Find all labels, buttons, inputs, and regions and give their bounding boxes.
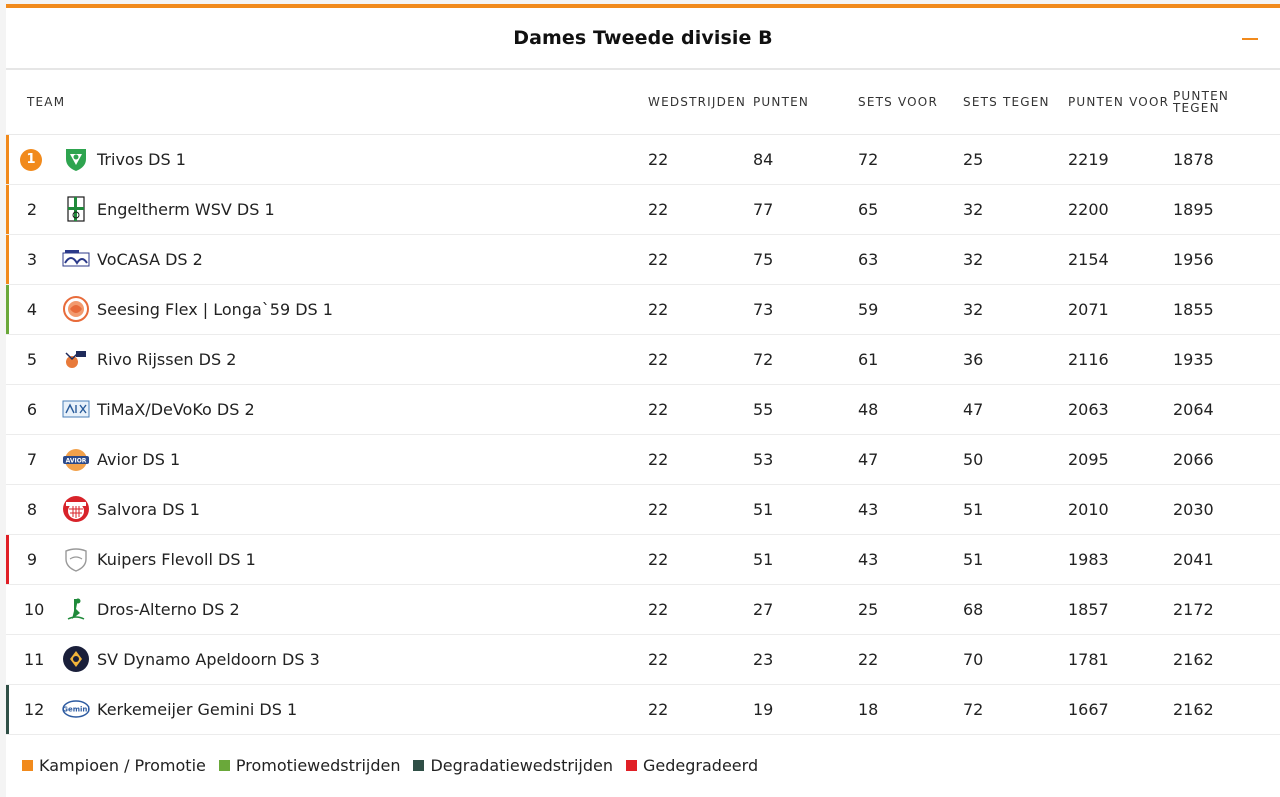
position-number: 7 (26, 449, 38, 469)
legend (22, 756, 771, 775)
col-header-punten-tegen: PUNTEN TEGEN (1173, 70, 1280, 134)
sets-voor-cell: 63 (858, 234, 963, 284)
punten-cell: 51 (753, 534, 858, 584)
wedstrijden-cell: 22 (648, 384, 753, 434)
sets-voor-cell: 43 (858, 484, 963, 534)
table-row[interactable] (6, 234, 1280, 284)
svg-text:Gemini: Gemini (62, 705, 90, 714)
position-badge: 1 (20, 149, 42, 171)
sets-tegen-cell: 50 (963, 434, 1068, 484)
punten-tegen-cell: 2172 (1173, 584, 1280, 634)
position-cell (6, 584, 62, 634)
table-row[interactable] (6, 134, 1280, 184)
sets-tegen-cell: 32 (963, 234, 1068, 284)
team-cell[interactable] (62, 184, 648, 234)
team-cell[interactable] (62, 634, 648, 684)
punten-cell: 53 (753, 434, 858, 484)
punten-cell: 75 (753, 234, 858, 284)
team-cell[interactable] (62, 434, 648, 484)
rivo-logo-icon (62, 345, 90, 373)
punten-voor-cell: 2219 (1068, 134, 1173, 184)
legend-swatch (22, 760, 33, 771)
wedstrijden-cell: 22 (648, 284, 753, 334)
team-name[interactable]: Trivos DS 1 (97, 149, 186, 169)
engeltherm-logo-icon (62, 195, 90, 223)
punten-tegen-cell: 2064 (1173, 384, 1280, 434)
team-name[interactable]: Seesing Flex | Longa`59 DS 1 (97, 299, 333, 319)
svg-text:AVIOR: AVIOR (65, 457, 87, 465)
punten-tegen-cell: 1956 (1173, 234, 1280, 284)
legend-item (413, 756, 613, 775)
sets-voor-cell: 43 (858, 534, 963, 584)
sets-voor-cell: 22 (858, 634, 963, 684)
standings-panel (6, 4, 1280, 797)
team-name[interactable]: Kerkemeijer Gemini DS 1 (97, 699, 298, 719)
punten-voor-cell: 1781 (1068, 634, 1173, 684)
sets-tegen-cell: 25 (963, 134, 1068, 184)
legend-label: Gedegradeerd (643, 756, 759, 775)
standings-table (6, 70, 1280, 735)
wedstrijden-cell: 22 (648, 234, 753, 284)
punten-voor-cell: 2116 (1068, 334, 1173, 384)
team-name[interactable]: Engeltherm WSV DS 1 (97, 199, 275, 219)
punten-tegen-cell: 1895 (1173, 184, 1280, 234)
sets-tegen-cell: 51 (963, 534, 1068, 584)
punten-cell: 19 (753, 684, 858, 734)
team-cell[interactable] (62, 484, 648, 534)
position-number: 3 (26, 249, 38, 269)
sets-voor-cell: 72 (858, 134, 963, 184)
longa-logo-icon (62, 295, 90, 323)
punten-voor-cell: 2095 (1068, 434, 1173, 484)
legend-label: Degradatiewedstrijden (430, 756, 614, 775)
wedstrijden-cell: 22 (648, 184, 753, 234)
position-cell (6, 184, 62, 234)
sets-voor-cell: 65 (858, 184, 963, 234)
sets-tegen-cell: 68 (963, 584, 1068, 634)
wedstrijden-cell: 22 (648, 634, 753, 684)
dynamo-logo-icon (62, 645, 90, 673)
punten-tegen-cell: 2030 (1173, 484, 1280, 534)
col-header-punten-voor: PUNTEN VOOR (1068, 70, 1173, 134)
punten-voor-cell: 2010 (1068, 484, 1173, 534)
legend-swatch (413, 760, 424, 771)
table-row[interactable] (6, 384, 1280, 434)
team-cell[interactable] (62, 284, 648, 334)
status-bar (6, 135, 9, 184)
shield-logo-icon (62, 545, 90, 573)
punten-voor-cell: 1983 (1068, 534, 1173, 584)
punten-cell: 55 (753, 384, 858, 434)
punten-cell: 27 (753, 584, 858, 634)
team-name[interactable]: SV Dynamo Apeldoorn DS 3 (97, 649, 320, 669)
punten-cell: 77 (753, 184, 858, 234)
position-number: 11 (24, 649, 45, 669)
team-cell[interactable] (62, 584, 648, 634)
col-header-punten: PUNTEN (753, 70, 858, 134)
punten-cell: 73 (753, 284, 858, 334)
position-number: 9 (26, 549, 38, 569)
position-number: 12 (24, 699, 45, 719)
legend-label: Kampioen / Promotie (39, 756, 206, 775)
position-cell (6, 284, 62, 334)
timax-logo-icon (62, 395, 90, 423)
position-number: 5 (26, 349, 38, 369)
team-name[interactable]: TiMaX/DeVoKo DS 2 (97, 399, 255, 419)
team-name[interactable]: Kuipers Flevoll DS 1 (97, 549, 256, 569)
team-name[interactable]: Salvora DS 1 (97, 499, 200, 519)
sets-tegen-cell: 51 (963, 484, 1068, 534)
team-name[interactable]: Rivo Rijssen DS 2 (97, 349, 237, 369)
sets-voor-cell: 59 (858, 284, 963, 334)
punten-voor-cell: 1667 (1068, 684, 1173, 734)
legend-label: Promotiewedstrijden (235, 756, 401, 775)
position-cell (6, 434, 62, 484)
punten-tegen-cell: 1935 (1173, 334, 1280, 384)
avior-logo-icon (62, 445, 90, 473)
vocasa-logo-icon (62, 245, 90, 273)
team-name[interactable]: Avior DS 1 (97, 449, 181, 469)
team-cell[interactable] (62, 384, 648, 434)
panel-title: Dames Tweede divisie B (513, 27, 773, 49)
table-row[interactable] (6, 284, 1280, 334)
panel-header[interactable] (6, 8, 1280, 70)
table-row[interactable] (6, 634, 1280, 684)
table-row[interactable] (6, 684, 1280, 734)
legend-item (219, 756, 401, 775)
legend-item (626, 756, 758, 775)
punten-cell: 72 (753, 334, 858, 384)
wedstrijden-cell: 22 (648, 134, 753, 184)
position-number: 6 (26, 399, 38, 419)
punten-tegen-cell: 2162 (1173, 634, 1280, 684)
position-cell (6, 634, 62, 684)
table-row[interactable] (6, 484, 1280, 534)
sets-voor-cell: 18 (858, 684, 963, 734)
position-number: 2 (26, 199, 38, 219)
team-name[interactable]: Dros-Alterno DS 2 (97, 599, 240, 619)
team-cell[interactable] (62, 534, 648, 584)
sets-voor-cell: 48 (858, 384, 963, 434)
legend-swatch (626, 760, 637, 771)
status-bar (6, 285, 9, 334)
punten-voor-cell: 1857 (1068, 584, 1173, 634)
sets-tegen-cell: 47 (963, 384, 1068, 434)
punten-voor-cell: 2063 (1068, 384, 1173, 434)
table-row[interactable] (6, 584, 1280, 634)
sets-voor-cell: 47 (858, 434, 963, 484)
status-bar (6, 235, 9, 284)
position-cell (6, 334, 62, 384)
legend-swatch (219, 760, 230, 771)
wedstrijden-cell: 22 (648, 484, 753, 534)
gemini-logo-icon (62, 695, 90, 723)
collapse-minus-icon[interactable] (1242, 38, 1258, 40)
punten-tegen-cell: 1855 (1173, 284, 1280, 334)
position-cell (6, 384, 62, 434)
position-number: 10 (24, 599, 45, 619)
col-header-team: TEAM (6, 70, 648, 134)
wedstrijden-cell: 22 (648, 584, 753, 634)
table-header-row (6, 70, 1280, 134)
team-cell[interactable] (62, 334, 648, 384)
status-bar (6, 185, 9, 234)
sets-tegen-cell: 32 (963, 284, 1068, 334)
team-name[interactable]: VoCASA DS 2 (97, 249, 203, 269)
position-cell (6, 684, 62, 734)
punten-tegen-cell: 2041 (1173, 534, 1280, 584)
sets-tegen-cell: 32 (963, 184, 1068, 234)
col-header-sets-tegen: SETS TEGEN (963, 70, 1068, 134)
sets-tegen-cell: 70 (963, 634, 1068, 684)
table-row[interactable] (6, 334, 1280, 384)
punten-cell: 23 (753, 634, 858, 684)
wedstrijden-cell: 22 (648, 334, 753, 384)
position-cell (6, 484, 62, 534)
team-cell[interactable] (62, 234, 648, 284)
punten-tegen-cell: 2162 (1173, 684, 1280, 734)
sets-voor-cell: 61 (858, 334, 963, 384)
wedstrijden-cell: 22 (648, 534, 753, 584)
sets-tegen-cell: 72 (963, 684, 1068, 734)
status-bar (6, 535, 9, 584)
position-cell (6, 134, 62, 184)
status-bar (6, 685, 9, 734)
position-number: 8 (26, 499, 38, 519)
wedstrijden-cell: 22 (648, 434, 753, 484)
salvora-logo-icon (62, 495, 90, 523)
punten-voor-cell: 2071 (1068, 284, 1173, 334)
punten-tegen-cell: 1878 (1173, 134, 1280, 184)
table-row[interactable] (6, 534, 1280, 584)
position-cell (6, 234, 62, 284)
punten-cell: 51 (753, 484, 858, 534)
col-header-wedstrijden: WEDSTRIJDEN (648, 70, 753, 134)
punten-voor-cell: 2200 (1068, 184, 1173, 234)
trivos-logo-icon (62, 145, 90, 173)
dros-logo-icon (62, 595, 90, 623)
team-cell[interactable] (62, 134, 648, 184)
punten-cell: 84 (753, 134, 858, 184)
punten-tegen-cell: 2066 (1173, 434, 1280, 484)
wedstrijden-cell: 22 (648, 684, 753, 734)
sets-tegen-cell: 36 (963, 334, 1068, 384)
table-row[interactable] (6, 434, 1280, 484)
position-cell (6, 534, 62, 584)
table-row[interactable] (6, 184, 1280, 234)
position-number: 4 (26, 299, 38, 319)
punten-voor-cell: 2154 (1068, 234, 1173, 284)
team-cell[interactable] (62, 684, 648, 734)
sets-voor-cell: 25 (858, 584, 963, 634)
legend-item (22, 756, 206, 775)
col-header-sets-voor: SETS VOOR (858, 70, 963, 134)
